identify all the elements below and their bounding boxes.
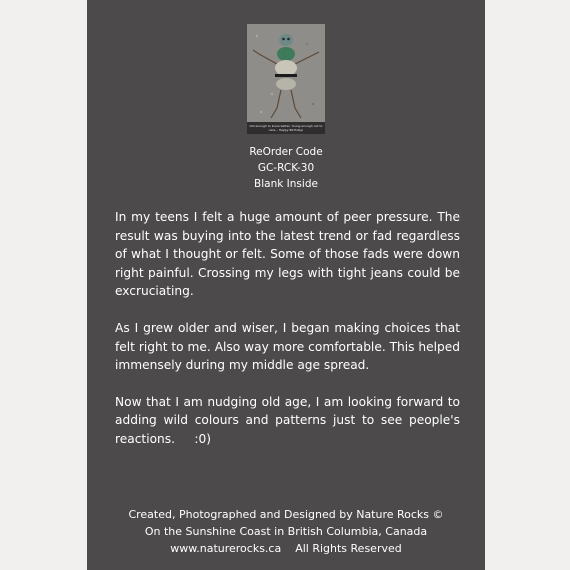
- message-paragraph: Now that I am nudging old age, I am looking forward to adding wild colours and patterns just to see people's reactions. :0): [115, 394, 464, 446]
- inside-note: Blank Inside: [254, 178, 318, 190]
- footer-website: www.naturerocks.ca All Rights Reserved: [170, 542, 402, 555]
- reorder-code: GC-RCK-30: [257, 162, 315, 174]
- card-message: [115, 208, 464, 467]
- thumbnail-caption: Old enough to know better. Young enough not to care... Happy Birthday!: [247, 122, 325, 134]
- greeting-card-back: [87, 0, 485, 570]
- footer-credit: Created, Photographed and Designed by Nature Rocks ©: [128, 508, 444, 521]
- message-paragraph: As I grew older and wiser, I began making choices that felt right to me. Also way more comfortable. This helped immensely during my middle age spread.: [115, 320, 460, 373]
- reorder-info: [87, 144, 485, 192]
- message-paragraph: In my teens I felt a huge amount of peer pressure. The result was buying into the latest trend or fad regardless of what I thought or felt. Some of those fads were down right painful. Crossing my legs with tight jeans could be excruciating.: [115, 210, 460, 299]
- rock-figure-image: [247, 24, 325, 134]
- card-footer: [87, 506, 485, 557]
- reorder-label: ReOrder Code: [249, 146, 323, 158]
- footer-location: On the Sunshine Coast in British Columbia, Canada: [144, 525, 428, 538]
- card-front-thumbnail: [247, 24, 325, 134]
